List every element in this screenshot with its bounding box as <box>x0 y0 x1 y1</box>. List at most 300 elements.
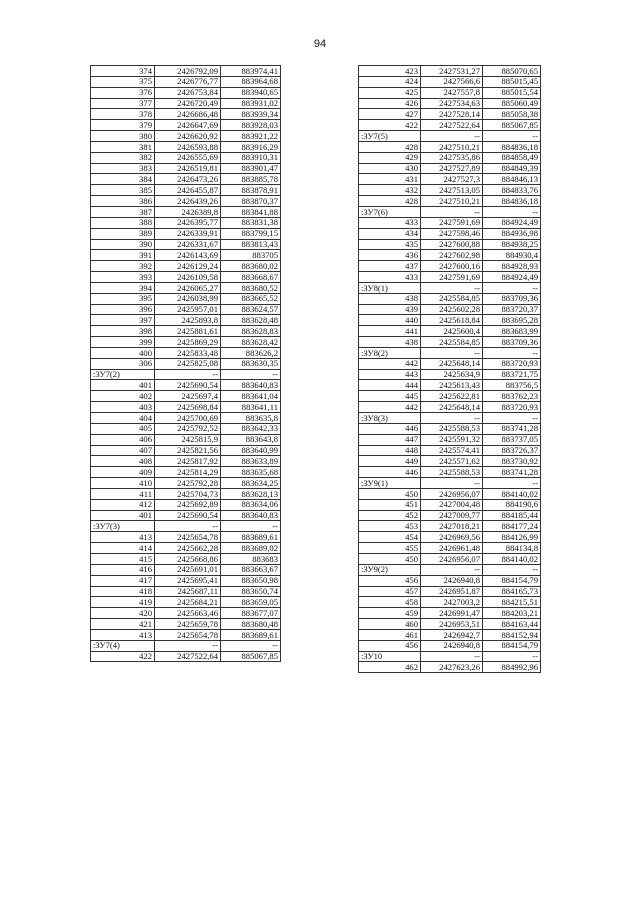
table-row <box>359 586 541 597</box>
table-row <box>91 358 281 369</box>
table-row <box>359 575 541 586</box>
point-number-cell: 412 <box>91 499 155 510</box>
point-number-cell: 427 <box>359 109 421 120</box>
x-coordinate-cell: -- <box>421 206 483 217</box>
x-coordinate-cell: -- <box>421 131 483 142</box>
x-coordinate-cell: -- <box>421 413 483 424</box>
point-number-cell: 392 <box>91 261 155 272</box>
point-number-cell: 386 <box>91 196 155 207</box>
point-number-cell: 400 <box>91 347 155 358</box>
y-coordinate-cell: 883630,35 <box>221 358 281 369</box>
x-coordinate-cell: 2425700,69 <box>155 413 221 424</box>
point-number-cell: 402 <box>91 391 155 402</box>
y-coordinate-cell: 885015,45 <box>483 76 541 87</box>
y-coordinate-cell: 884928,93 <box>483 261 541 272</box>
point-number-cell: 413 <box>91 532 155 543</box>
point-number-cell: 443 <box>359 369 421 380</box>
x-coordinate-cell: 2425648,14 <box>421 402 483 413</box>
y-coordinate-cell: 883737,05 <box>483 434 541 445</box>
table-row <box>91 380 281 391</box>
x-coordinate-cell: 2426776,77 <box>155 76 221 87</box>
point-number-cell: 408 <box>91 456 155 467</box>
table-row <box>91 109 281 120</box>
y-coordinate-cell: 884858,49 <box>483 152 541 163</box>
y-coordinate-cell: 883689,02 <box>221 543 281 554</box>
y-coordinate-cell: 884185,44 <box>483 510 541 521</box>
point-number-cell: 429 <box>359 152 421 163</box>
table-row <box>91 543 281 554</box>
x-coordinate-cell: 2426792,09 <box>155 66 221 77</box>
table-row <box>91 185 281 196</box>
y-coordinate-cell: 883921,22 <box>221 131 281 142</box>
point-number-cell: 449 <box>359 456 421 467</box>
table-row <box>91 261 281 272</box>
point-number-cell: 390 <box>91 239 155 250</box>
table-row <box>359 76 541 87</box>
x-coordinate-cell: 2427528,14 <box>421 109 483 120</box>
x-coordinate-cell: 2426647,69 <box>155 120 221 131</box>
y-coordinate-cell: 883974,41 <box>221 66 281 77</box>
y-coordinate-cell: 883635,68 <box>221 467 281 478</box>
x-coordinate-cell: 2425690,54 <box>155 510 221 521</box>
table-row <box>91 575 281 586</box>
point-number-cell: 401 <box>91 380 155 391</box>
x-coordinate-cell: 2425814,29 <box>155 467 221 478</box>
y-coordinate-cell: -- <box>483 347 541 358</box>
table-row <box>359 152 541 163</box>
x-coordinate-cell: 2425654,78 <box>155 532 221 543</box>
table-row <box>91 347 281 358</box>
y-coordinate-cell: 883640,83 <box>221 510 281 521</box>
table-row <box>359 66 541 77</box>
table-row <box>359 326 541 337</box>
x-coordinate-cell: 2425893,8 <box>155 315 221 326</box>
y-coordinate-cell: 883628,48 <box>221 315 281 326</box>
table-row <box>91 337 281 348</box>
table-row <box>359 120 541 131</box>
point-number-cell: 433 <box>359 217 421 228</box>
x-coordinate-cell: 2425957,01 <box>155 304 221 315</box>
table-row <box>91 174 281 185</box>
point-number-cell: 395 <box>91 293 155 304</box>
y-coordinate-cell: 884215,51 <box>483 597 541 608</box>
parcel-label-cell: :ЗУ7(5) <box>359 131 421 142</box>
y-coordinate-cell: 883665,52 <box>221 293 281 304</box>
table-row <box>91 120 281 131</box>
y-coordinate-cell: 883641,04 <box>221 391 281 402</box>
table-row <box>91 141 281 152</box>
x-coordinate-cell: 2426109,58 <box>155 272 221 283</box>
table-row <box>91 315 281 326</box>
x-coordinate-cell: 2425881,61 <box>155 326 221 337</box>
table-row <box>359 87 541 98</box>
table-row <box>91 196 281 207</box>
y-coordinate-cell: 883799,15 <box>221 228 281 239</box>
y-coordinate-cell: 883741,28 <box>483 467 541 478</box>
parcel-label-cell: :ЗУ7(2) <box>91 369 155 380</box>
y-coordinate-cell: 883659,05 <box>221 597 281 608</box>
x-coordinate-cell: 2427535,86 <box>421 152 483 163</box>
y-coordinate-cell: 885058,38 <box>483 109 541 120</box>
x-coordinate-cell: 2425654,78 <box>155 629 221 640</box>
table-row <box>91 510 281 521</box>
x-coordinate-cell: 2425692,89 <box>155 499 221 510</box>
x-coordinate-cell: 2427534,63 <box>421 98 483 109</box>
x-coordinate-cell: 2425792,52 <box>155 423 221 434</box>
x-coordinate-cell: 2425687,11 <box>155 586 221 597</box>
y-coordinate-cell: 884836,18 <box>483 141 541 152</box>
table-row <box>359 391 541 402</box>
parcel-label-cell: :ЗУ7(4) <box>91 640 155 651</box>
table-row <box>359 662 541 673</box>
table-row <box>91 456 281 467</box>
x-coordinate-cell: 2425591,32 <box>421 434 483 445</box>
x-coordinate-cell: 2425622,81 <box>421 391 483 402</box>
y-coordinate-cell: 883901,47 <box>221 163 281 174</box>
x-coordinate-cell: 2425600,4 <box>421 326 483 337</box>
point-number-cell: 377 <box>91 98 155 109</box>
table-row <box>91 553 281 564</box>
y-coordinate-cell: 884833,76 <box>483 185 541 196</box>
point-number-cell: 448 <box>359 445 421 456</box>
x-coordinate-cell: 2427566,6 <box>421 76 483 87</box>
parcel-label-cell: :ЗУ7(6) <box>359 206 421 217</box>
table-row <box>91 619 281 630</box>
page-number: 94 <box>313 38 327 50</box>
table-row <box>359 478 541 489</box>
x-coordinate-cell: -- <box>155 521 221 532</box>
x-coordinate-cell: 2427522,64 <box>155 651 221 662</box>
point-number-cell: 401 <box>91 510 155 521</box>
y-coordinate-cell: 884924,49 <box>483 217 541 228</box>
y-coordinate-cell: 883756,5 <box>483 380 541 391</box>
table-row <box>91 423 281 434</box>
x-coordinate-cell: 2425574,41 <box>421 445 483 456</box>
y-coordinate-cell: -- <box>221 640 281 651</box>
x-coordinate-cell: 2426940,8 <box>421 575 483 586</box>
table-row <box>91 66 281 77</box>
y-coordinate-cell: -- <box>483 564 541 575</box>
parcel-label-cell: :ЗУ7(3) <box>91 521 155 532</box>
table-row <box>91 478 281 489</box>
table-row <box>91 293 281 304</box>
x-coordinate-cell: 2426065,27 <box>155 282 221 293</box>
table-row <box>91 239 281 250</box>
table-row <box>359 651 541 662</box>
x-coordinate-cell: -- <box>421 564 483 575</box>
table-row <box>359 206 541 217</box>
y-coordinate-cell: 884846,13 <box>483 174 541 185</box>
y-coordinate-cell: 883741,28 <box>483 423 541 434</box>
x-coordinate-cell: 2425584,85 <box>421 293 483 304</box>
point-number-cell: 407 <box>91 445 155 456</box>
x-coordinate-cell: 2426720,49 <box>155 98 221 109</box>
point-number-cell: 438 <box>359 293 421 304</box>
table-row <box>359 196 541 207</box>
x-coordinate-cell: 2427527,3 <box>421 174 483 185</box>
point-number-cell: 426 <box>359 98 421 109</box>
x-coordinate-cell: 2427510,21 <box>421 196 483 207</box>
table-row <box>359 640 541 651</box>
point-number-cell: 406 <box>91 434 155 445</box>
y-coordinate-cell: 885067,85 <box>483 120 541 131</box>
point-number-cell: 418 <box>91 586 155 597</box>
point-number-cell: 404 <box>91 413 155 424</box>
table-row <box>359 553 541 564</box>
point-number-cell: 458 <box>359 597 421 608</box>
point-number-cell: 453 <box>359 521 421 532</box>
table-row <box>359 369 541 380</box>
table-row <box>91 434 281 445</box>
x-coordinate-cell: 2427598,46 <box>421 228 483 239</box>
point-number-cell: 454 <box>359 532 421 543</box>
x-coordinate-cell: 2426038,99 <box>155 293 221 304</box>
y-coordinate-cell: 884930,4 <box>483 250 541 261</box>
point-number-cell: 397 <box>91 315 155 326</box>
x-coordinate-cell: 2425698,84 <box>155 402 221 413</box>
point-number-cell: 444 <box>359 380 421 391</box>
y-coordinate-cell: 883677,07 <box>221 608 281 619</box>
y-coordinate-cell: 884190,6 <box>483 499 541 510</box>
parcel-label-cell: :ЗУ8(3) <box>359 413 421 424</box>
coordinates-table-left <box>90 65 281 662</box>
point-number-cell: 446 <box>359 467 421 478</box>
point-number-cell: 428 <box>359 196 421 207</box>
table-row <box>91 532 281 543</box>
x-coordinate-cell: 2427600,88 <box>421 239 483 250</box>
x-coordinate-cell: 2427591,69 <box>421 272 483 283</box>
x-coordinate-cell: 2425821,56 <box>155 445 221 456</box>
x-coordinate-cell: 2425571,62 <box>421 456 483 467</box>
y-coordinate-cell: -- <box>221 369 281 380</box>
table-row <box>359 315 541 326</box>
x-coordinate-cell: 2425817,92 <box>155 456 221 467</box>
point-number-cell: 434 <box>359 228 421 239</box>
table-row <box>359 347 541 358</box>
point-number-cell: 394 <box>91 282 155 293</box>
table-row <box>359 293 541 304</box>
x-coordinate-cell: 2426969,56 <box>421 532 483 543</box>
y-coordinate-cell: 883689,61 <box>221 532 281 543</box>
x-coordinate-cell: 2425668,86 <box>155 553 221 564</box>
point-number-cell: 387 <box>91 206 155 217</box>
point-number-cell: 432 <box>359 185 421 196</box>
point-number-cell: 422 <box>359 120 421 131</box>
table-row <box>91 152 281 163</box>
table-row <box>359 358 541 369</box>
x-coordinate-cell: 2426439,26 <box>155 196 221 207</box>
y-coordinate-cell: 884992,96 <box>483 662 541 673</box>
point-number-cell: 376 <box>91 87 155 98</box>
table-row <box>359 228 541 239</box>
x-coordinate-cell: 2427531,27 <box>421 66 483 77</box>
table-row <box>359 239 541 250</box>
point-number-cell: 430 <box>359 163 421 174</box>
y-coordinate-cell: 883931,02 <box>221 98 281 109</box>
table-row <box>359 131 541 142</box>
y-coordinate-cell: -- <box>483 131 541 142</box>
y-coordinate-cell: 884154,79 <box>483 575 541 586</box>
table-row <box>359 510 541 521</box>
table-row <box>91 369 281 380</box>
y-coordinate-cell: 884140,02 <box>483 553 541 564</box>
y-coordinate-cell: 884203,21 <box>483 608 541 619</box>
point-number-cell: 442 <box>359 358 421 369</box>
x-coordinate-cell: 2426956,07 <box>421 553 483 564</box>
point-number-cell: 388 <box>91 217 155 228</box>
point-number-cell: 409 <box>91 467 155 478</box>
x-coordinate-cell: 2425634,9 <box>421 369 483 380</box>
y-coordinate-cell: 883870,37 <box>221 196 281 207</box>
x-coordinate-cell: 2427602,98 <box>421 250 483 261</box>
y-coordinate-cell: 883680,02 <box>221 261 281 272</box>
x-coordinate-cell: 2426940,8 <box>421 640 483 651</box>
x-coordinate-cell: 2427004,48 <box>421 499 483 510</box>
y-coordinate-cell: 883720,37 <box>483 304 541 315</box>
table-row <box>91 304 281 315</box>
point-number-cell: 391 <box>91 250 155 261</box>
y-coordinate-cell: 885015,54 <box>483 87 541 98</box>
table-row <box>359 434 541 445</box>
table-row <box>359 272 541 283</box>
point-number-cell: 442 <box>359 402 421 413</box>
table-row <box>359 564 541 575</box>
table-row <box>91 597 281 608</box>
table-row <box>359 413 541 424</box>
y-coordinate-cell: -- <box>483 206 541 217</box>
table-row <box>91 467 281 478</box>
table-row <box>359 109 541 120</box>
point-number-cell: 456 <box>359 575 421 586</box>
y-coordinate-cell: 883628,83 <box>221 326 281 337</box>
point-number-cell: 413 <box>91 629 155 640</box>
point-number-cell: 447 <box>359 434 421 445</box>
x-coordinate-cell: 2425588,53 <box>421 423 483 434</box>
table-row <box>91 586 281 597</box>
x-coordinate-cell: -- <box>421 478 483 489</box>
table-row <box>359 467 541 478</box>
x-coordinate-cell: 2427003,2 <box>421 597 483 608</box>
x-coordinate-cell: 2426389,8 <box>155 206 221 217</box>
point-number-cell: 411 <box>91 488 155 499</box>
point-number-cell: 385 <box>91 185 155 196</box>
y-coordinate-cell: 883910,31 <box>221 152 281 163</box>
x-coordinate-cell: 2427018,21 <box>421 521 483 532</box>
table-row <box>91 391 281 402</box>
table-row <box>359 250 541 261</box>
x-coordinate-cell: 2426555,69 <box>155 152 221 163</box>
table-row <box>91 488 281 499</box>
table-row <box>359 185 541 196</box>
x-coordinate-cell: 2426956,07 <box>421 488 483 499</box>
point-number-cell: 410 <box>91 478 155 489</box>
y-coordinate-cell: 884140,02 <box>483 488 541 499</box>
table-row <box>359 423 541 434</box>
y-coordinate-cell: 885070,65 <box>483 66 541 77</box>
x-coordinate-cell: 2426620,92 <box>155 131 221 142</box>
x-coordinate-cell: 2426753,84 <box>155 87 221 98</box>
y-coordinate-cell: -- <box>483 651 541 662</box>
y-coordinate-cell: 883928,03 <box>221 120 281 131</box>
point-number-cell: 403 <box>91 402 155 413</box>
x-coordinate-cell: 2425659,78 <box>155 619 221 630</box>
y-coordinate-cell: 883695,28 <box>483 315 541 326</box>
table-row <box>91 629 281 640</box>
point-number-cell: 436 <box>359 250 421 261</box>
parcel-label-cell: :ЗУ9(1) <box>359 478 421 489</box>
x-coordinate-cell: 2426961,48 <box>421 543 483 554</box>
y-coordinate-cell: 883964,68 <box>221 76 281 87</box>
y-coordinate-cell: 884836,18 <box>483 196 541 207</box>
table-row <box>91 499 281 510</box>
x-coordinate-cell: 2426455,87 <box>155 185 221 196</box>
point-number-cell: 382 <box>91 152 155 163</box>
y-coordinate-cell: 883650,74 <box>221 586 281 597</box>
x-coordinate-cell: 2427522,64 <box>421 120 483 131</box>
table-row <box>359 163 541 174</box>
y-coordinate-cell: 883720,93 <box>483 358 541 369</box>
x-coordinate-cell: 2425869,29 <box>155 337 221 348</box>
x-coordinate-cell: 2425662,28 <box>155 543 221 554</box>
x-coordinate-cell: 2425588,53 <box>421 467 483 478</box>
y-coordinate-cell: 883940,65 <box>221 87 281 98</box>
x-coordinate-cell: 2425584,85 <box>421 337 483 348</box>
point-number-cell: 374 <box>91 66 155 77</box>
x-coordinate-cell: 2427600,16 <box>421 261 483 272</box>
point-number-cell: 460 <box>359 619 421 630</box>
y-coordinate-cell: 883642,33 <box>221 423 281 434</box>
table-row <box>91 282 281 293</box>
table-row <box>91 402 281 413</box>
point-number-cell: 451 <box>359 499 421 510</box>
table-row <box>359 543 541 554</box>
table-row <box>359 488 541 499</box>
table-row <box>91 228 281 239</box>
x-coordinate-cell: 2427009,77 <box>421 510 483 521</box>
y-coordinate-cell: 883720,93 <box>483 402 541 413</box>
table-row <box>359 402 541 413</box>
y-coordinate-cell: 884938,25 <box>483 239 541 250</box>
y-coordinate-cell: 883635,8 <box>221 413 281 424</box>
point-number-cell: 379 <box>91 120 155 131</box>
y-coordinate-cell: 884152,94 <box>483 629 541 640</box>
point-number-cell: 398 <box>91 326 155 337</box>
x-coordinate-cell: 2427510,21 <box>421 141 483 152</box>
y-coordinate-cell: 883726,37 <box>483 445 541 456</box>
y-coordinate-cell: 883730,92 <box>483 456 541 467</box>
x-coordinate-cell: 2425663,46 <box>155 608 221 619</box>
y-coordinate-cell: -- <box>221 521 281 532</box>
table-row <box>91 640 281 651</box>
x-coordinate-cell: 2426395,77 <box>155 217 221 228</box>
y-coordinate-cell: 884165,73 <box>483 586 541 597</box>
parcel-label-cell: :ЗУ9(2) <box>359 564 421 575</box>
x-coordinate-cell: 2425684,21 <box>155 597 221 608</box>
point-number-cell: 415 <box>91 553 155 564</box>
x-coordinate-cell: 2426593,88 <box>155 141 221 152</box>
y-coordinate-cell: 883626,2 <box>221 347 281 358</box>
y-coordinate-cell: 883709,36 <box>483 293 541 304</box>
point-number-cell: 425 <box>359 87 421 98</box>
point-number-cell: 431 <box>359 174 421 185</box>
table-row <box>91 564 281 575</box>
point-number-cell: 440 <box>359 315 421 326</box>
y-coordinate-cell: 883885,78 <box>221 174 281 185</box>
y-coordinate-cell: 883668,67 <box>221 272 281 283</box>
point-number-cell: 456 <box>359 640 421 651</box>
y-coordinate-cell: 883841,88 <box>221 206 281 217</box>
x-coordinate-cell: 2425704,73 <box>155 488 221 499</box>
